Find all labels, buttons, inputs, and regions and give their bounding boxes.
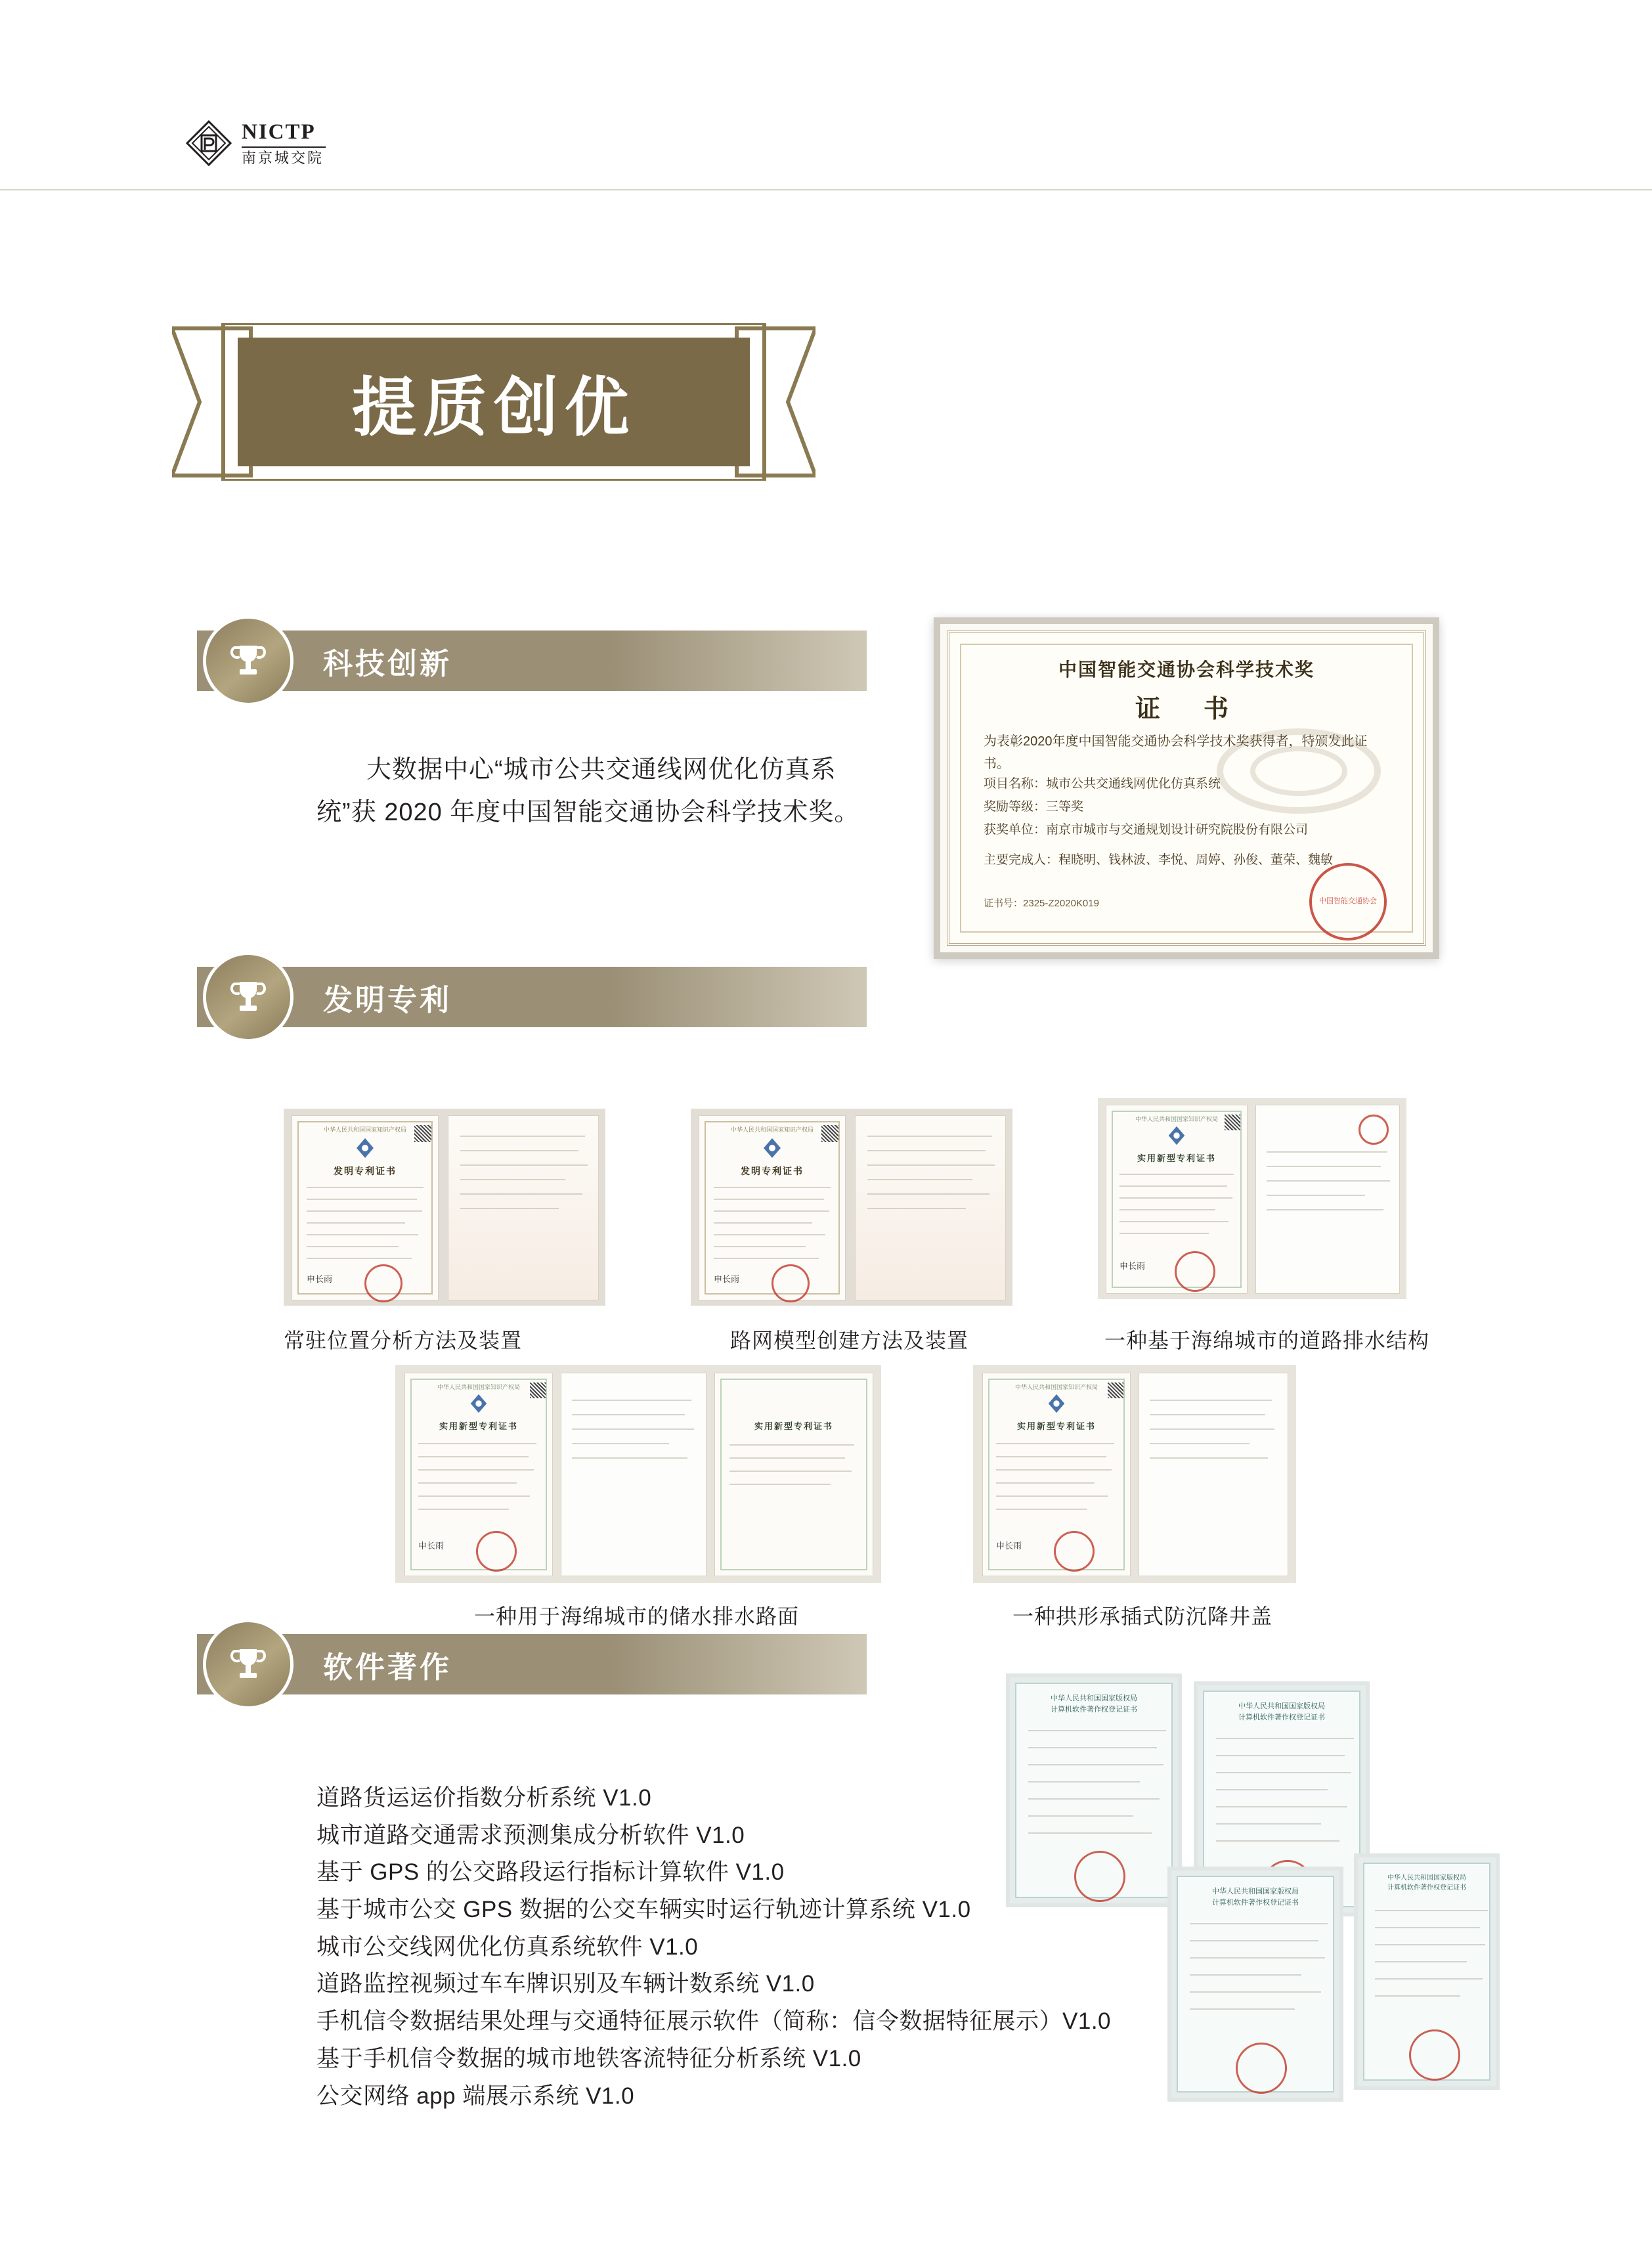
list-item: 基于手机信令数据的城市地铁客流特征分析系统 V1.0 (316, 2045, 861, 2071)
patent-group-5: 中华人民共和国国家知识产权局 实用新型专利证书 申长雨 (973, 1365, 1296, 1583)
patent-cert-title: 实用新型专利证书 (1016, 1421, 1096, 1431)
list-item: 基于城市公交 GPS 数据的公交车辆实时运行轨迹计算系统 V1.0 (316, 1897, 971, 1923)
section-bar (197, 1634, 867, 1694)
nictp-logo-icon (185, 120, 232, 167)
award-cert-title: 中国智能交通协会科学技术奖 (1058, 660, 1315, 680)
software-cert-title-line1: 中华人民共和国国家版权局 (1387, 1874, 1466, 1882)
list-item: 城市道路交通需求预测集成分析软件 V1.0 (316, 1822, 745, 1848)
award-cert-subtitle: 证 书 (1135, 696, 1238, 723)
patent-cert-title-alt: 实用新型专利证书 (754, 1421, 833, 1431)
software-cert-3 (1167, 1867, 1343, 2102)
award-field-label-1: 奖励等级： (984, 800, 1047, 814)
award-serial-label: 证书号： (984, 898, 1024, 909)
logo-text-cn: 南京城交院 (242, 149, 324, 166)
software-cert-4 (1354, 1853, 1500, 2090)
patent-cert-title: 实用新型专利证书 (439, 1421, 518, 1431)
logo-text-en: NICTP (242, 120, 316, 144)
award-field-value-1: 三等奖 (1046, 800, 1084, 814)
trophy-icon (206, 619, 290, 703)
logo-divider (242, 146, 326, 148)
patent-cert-title: 发明专利证书 (334, 1166, 397, 1176)
award-field-label-2: 获奖单位： (984, 823, 1047, 837)
award-serial: 2325-Z2020K019 (1023, 898, 1099, 909)
page-title: 提质创优 (351, 370, 636, 445)
section-label: 发明专利 (323, 983, 452, 1017)
list-item: 道路货运运价指数分析系统 V1.0 (316, 1785, 652, 1811)
patent-cert-title: 发明专利证书 (741, 1166, 804, 1176)
award-certificate (934, 617, 1439, 959)
software-cert-title-line2: 计算机软件著作权登记证书 (1051, 1705, 1137, 1714)
patent-caption-2: 路网模型创建方法及装置 (730, 1329, 969, 1352)
section-label: 软件著作 (323, 1650, 452, 1684)
section-header-invention-patent (197, 967, 867, 1027)
tech-innovation-paragraph: 大数据中心“城市公共交通线网优化仿真系统”获 2020 年度中国智能交通协会科学技术奖。 (316, 756, 860, 827)
list-item: 基于 GPS 的公交路段运行指标计算软件 V1.0 (316, 1859, 785, 1886)
brand-logo (185, 120, 326, 167)
award-members-label: 主要完成人： (984, 853, 1059, 867)
software-cert-title-line1: 中华人民共和国国家版权局 (1238, 1702, 1325, 1710)
header-divider (0, 189, 1652, 190)
software-cert-title-line2: 计算机软件著作权登记证书 (1387, 1884, 1466, 1892)
patent-caption-3: 一种基于海绵城市的道路排水结构 (1104, 1329, 1430, 1352)
award-seal: 中国智能交通协会 (1309, 863, 1387, 941)
patent-cert-title: 实用新型专利证书 (1137, 1153, 1216, 1163)
software-cert-title-line2: 计算机软件著作权登记证书 (1212, 1898, 1299, 1907)
software-cert-title-line2: 计算机软件著作权登记证书 (1238, 1713, 1325, 1721)
list-item: 公交网络 app 端展示系统 V1.0 (316, 2083, 635, 2109)
page-header (0, 0, 1652, 190)
patent-group-3: 中华人民共和国国家知识产权局 实用新型专利证书 申长雨 (1098, 1098, 1406, 1299)
award-field-value-0: 城市公共交通线网优化仿真系统 (1046, 777, 1221, 791)
list-item: 城市公交线网优化仿真系统软件 V1.0 (316, 1934, 699, 1960)
section-bar (197, 631, 867, 691)
award-field-value-2: 南京市城市与交通规划设计研究院股份有限公司 (1046, 823, 1309, 837)
section-label: 科技创新 (323, 646, 452, 680)
software-cert-1 (1006, 1673, 1182, 1907)
page-title-banner (172, 323, 815, 481)
award-members: 程晓明、钱林波、李悦、周婷、孙俊、董荣、魏敏 (1058, 853, 1334, 867)
patent-group-1: 中华人民共和国国家知识产权局 发明专利证书 申长雨 (284, 1109, 605, 1306)
software-cert-title-line1: 中华人民共和国国家版权局 (1212, 1888, 1299, 1895)
patent-caption-4: 一种用于海绵城市的储水排水路面 (474, 1605, 800, 1628)
trophy-icon (206, 1622, 290, 1706)
list-item: 道路监控视频过车车牌识别及车辆计数系统 V1.0 (316, 1971, 815, 1997)
section-bar (197, 967, 867, 1027)
section-header-tech-innovation (197, 631, 867, 691)
award-cert-body: 为表彰2020年度中国智能交通协会科学技术奖获得者，特颁发此证书。 (984, 734, 1368, 771)
list-item: 手机信令数据结果处理与交通特征展示软件（简称：信令数据特征展示）V1.0 (316, 2008, 1112, 2035)
software-cert-title-line1: 中华人民共和国国家版权局 (1051, 1694, 1137, 1702)
award-field-label-0: 项目名称： (984, 777, 1047, 791)
patent-group-2: 中华人民共和国国家知识产权局 发明专利证书 申长雨 (691, 1109, 1012, 1306)
patent-caption-1: 常驻位置分析方法及装置 (284, 1329, 523, 1352)
trophy-icon (206, 955, 290, 1039)
section-header-software-copyright (197, 1634, 867, 1694)
patent-caption-5: 一种拱形承插式防沉降井盖 (1012, 1605, 1273, 1628)
patent-group-4: 中华人民共和国国家知识产权局 实用新型专利证书 申长雨 实用新型专利证书 (395, 1365, 881, 1583)
